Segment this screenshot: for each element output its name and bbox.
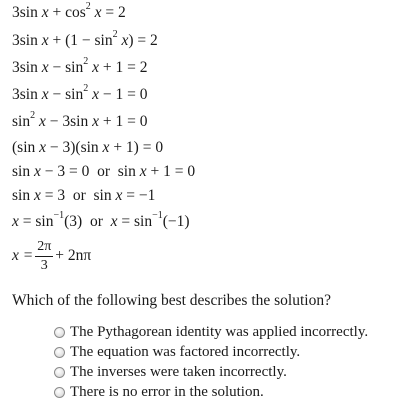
math-step-1: 3sin $x + \cos^2 x = 2$ xyxy=(12,0,126,21)
option-label: There is no error in the solution. xyxy=(70,384,264,400)
radio-button[interactable] xyxy=(54,347,65,358)
fraction-denominator: 3 xyxy=(40,257,48,273)
math-step-9: $x = \sin^{-1}(3)$ or $x = \sin^{-1}(-1)$ xyxy=(12,209,190,230)
radio-button[interactable] xyxy=(54,367,65,378)
option-factored-incorrectly[interactable] xyxy=(54,344,300,361)
math-step-7: sin x − 3 = 0 or sin x + 1 = 0 xyxy=(12,163,196,180)
option-inverses-incorrectly[interactable] xyxy=(54,364,287,381)
option-label: The Pythagorean identity was applied incorrectly. xyxy=(70,324,369,340)
question-text: Which of the following best describes the solution? xyxy=(12,292,331,309)
option-pythagorean-identity[interactable] xyxy=(54,324,368,341)
math-step-3: 3sin $x - \sin^2 x + 1 = 2$ xyxy=(12,55,148,76)
fraction xyxy=(35,239,53,274)
option-label: The equation was factored incorrectly. xyxy=(70,344,301,360)
fraction-numerator: 2π xyxy=(35,239,53,257)
radio-button[interactable] xyxy=(54,327,65,338)
math-step-5: $\sin^2 x - 3\sin$ x + 1 = 0 xyxy=(12,109,148,130)
math-step-2: 3sin $x + (1 - \sin^2 x) = 2$ xyxy=(12,28,158,49)
math-step-6: (sin x − 3)(sin x + 1) = 0 xyxy=(12,139,164,156)
radio-button[interactable] xyxy=(54,387,65,398)
math-step-final xyxy=(12,236,91,276)
math-step-4: 3sin $x - \sin^2 x - 1 = 0$ xyxy=(12,82,148,103)
math-step-8: sin x = 3 or sin x = −1 xyxy=(12,187,156,204)
option-no-error[interactable] xyxy=(54,384,264,401)
final-lhs: x = xyxy=(12,247,34,264)
final-rhs: + 2nπ xyxy=(55,247,92,264)
option-label: The inverses were taken incorrectly. xyxy=(70,364,287,380)
